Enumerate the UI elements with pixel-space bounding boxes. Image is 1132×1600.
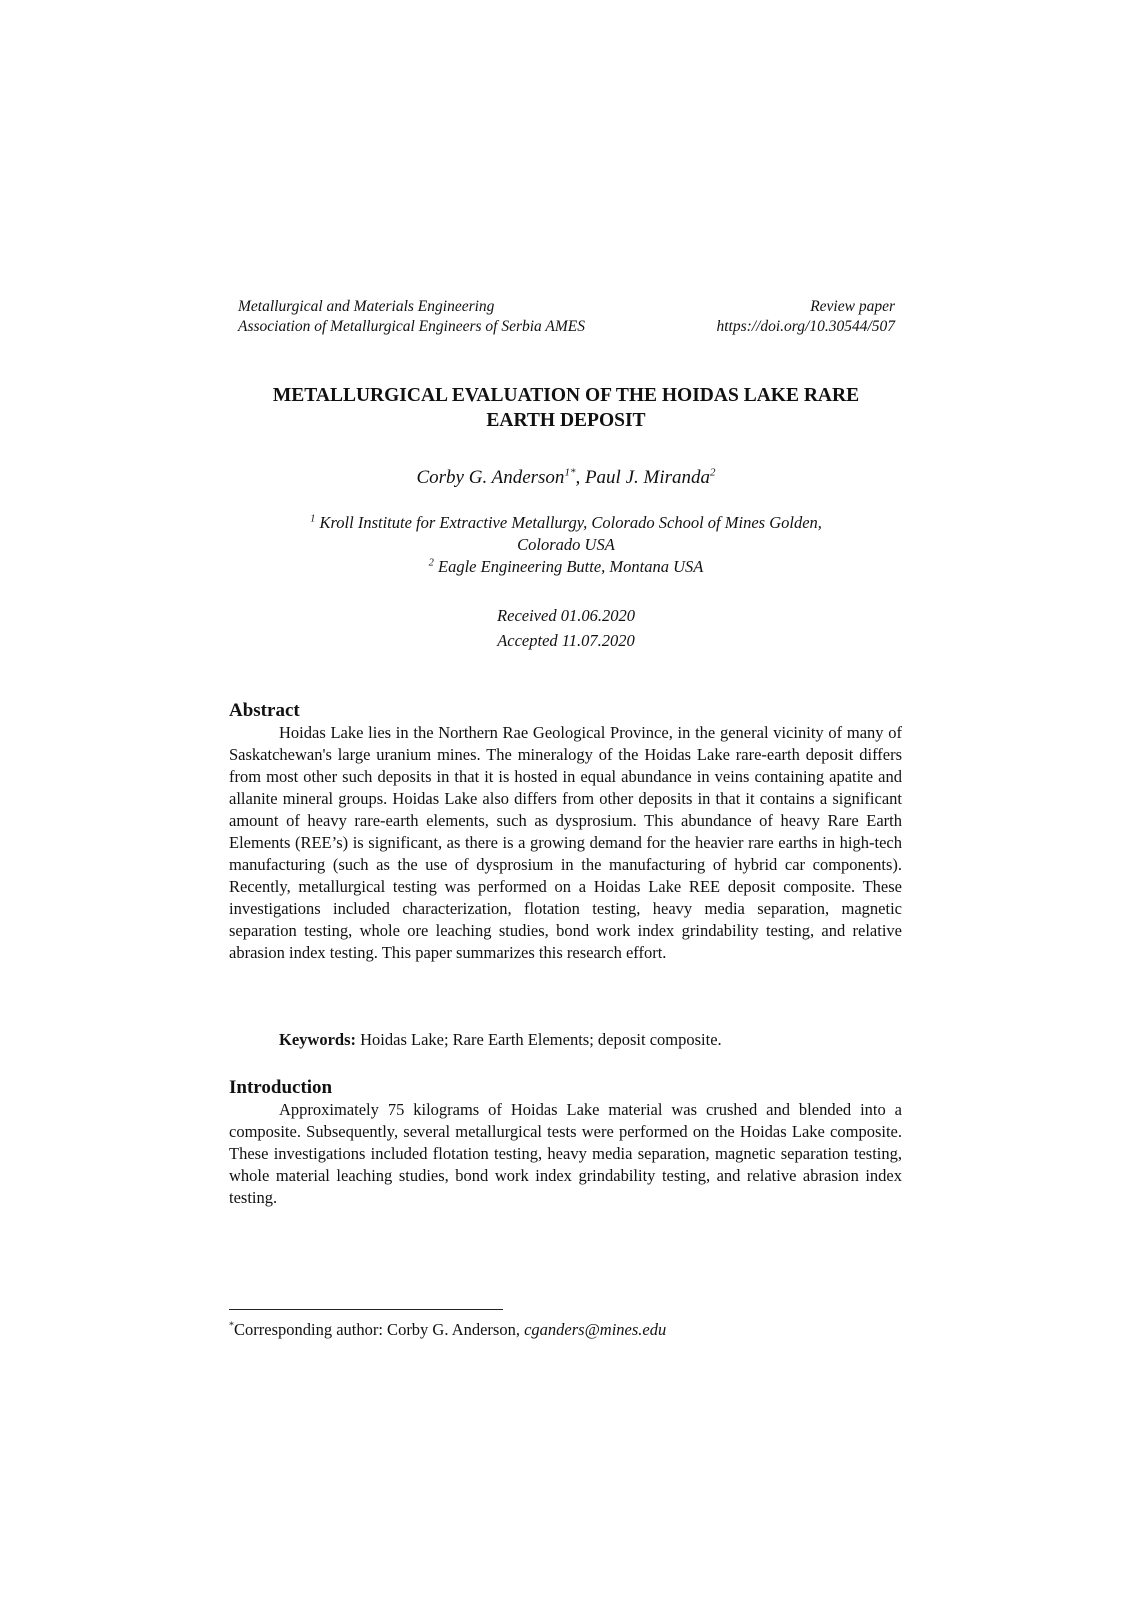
author-2-name: Paul J. Miranda	[584, 467, 711, 488]
footnote-divider	[229, 1309, 503, 1310]
affiliation-1-line-1: $^1$ Kroll Institute for Extractive Metallurgy, Colorado School of Mines Golden,	[310, 513, 822, 532]
received-date: Received 01.06.2020	[497, 606, 635, 625]
title-line-1: METALLURGICAL EVALUATION OF THE HOIDAS LAKE RARE	[272, 385, 860, 406]
introduction-text: Approximately 75 kilograms of Hoidas Lake material was crushed and blended into a composite. Subsequently, several metallurgical tests were performed on the Hoidas Lake composite. These investigations included flotation testing, heavy media separation, magnetic separation testing, whole material leaching studies, bond work index grindability testing, and relative abrasion index testing.	[229, 1100, 902, 1207]
affiliations	[200, 512, 932, 578]
abstract-text: Hoidas Lake lies in the Northern Rae Geological Province, in the general vicinity of many of Saskatchewan's large uranium mines. The mineralogy of the Hoidas Lake rare-earth deposit differs from most other such deposits in that it is hosted in equal abundance in veins containing apatite and allanite mineral groups. Hoidas Lake also differs from other deposits in that it contains a significant amount of heavy rare-earth elements, such as dysprosium. This abundance of heavy Rare Earth Elements (REE’s) is significant, as there is a growing demand for the heavier rare earths in high-tech manufacturing (such as the use of dysprosium in the manufacturing of hybrid car components). Recently, metallurgical testing was performed on a Hoidas Lake REE deposit composite. These investigations included characterization, flotation testing, heavy media separation, magnetic separation testing, whole ore leaching studies, bond work index grindability testing, and relative abrasion index testing. This paper summarizes this research effort.	[229, 723, 902, 962]
association-name: Association of Metallurgical Engineers of Serbia AMES	[238, 318, 585, 335]
author-1-superscript: 1*	[564, 466, 576, 479]
footnote-marker: *	[229, 1320, 234, 1332]
title-line-2: EARTH DEPOSIT	[486, 410, 646, 431]
author-list	[200, 466, 932, 490]
author-2-superscript: 2	[710, 466, 716, 479]
affiliation-2-number: 2	[428, 557, 434, 569]
paper-title	[200, 383, 932, 433]
running-header-right	[716, 297, 895, 337]
keywords-line	[279, 1029, 722, 1051]
keywords-label: Keywords:	[279, 1030, 356, 1049]
affiliation-2: $^2$ Eagle Engineering Butte, Montana USA	[428, 557, 704, 576]
corresponding-email-link[interactable]: cganders@mines.edu	[524, 1320, 667, 1339]
affiliation-1-line-2: Colorado USA	[517, 535, 615, 554]
journal-name: Metallurgical and Materials Engineering	[238, 298, 495, 315]
introduction-heading: Introduction	[229, 1077, 333, 1098]
running-header-left	[238, 297, 585, 337]
author-separator: ,	[575, 467, 585, 488]
accepted-date: Accepted 11.07.2020	[497, 631, 635, 650]
keywords-text: Hoidas Lake; Rare Earth Elements; deposit composite.	[356, 1030, 722, 1049]
submission-dates	[200, 603, 932, 653]
paper-type: Review paper	[810, 298, 895, 315]
abstract-heading: Abstract	[229, 700, 300, 721]
affiliation-1-number: 1	[310, 513, 316, 525]
author-1-name: Corby G. Anderson	[416, 467, 565, 488]
corresponding-author-footnote	[229, 1319, 666, 1341]
doi-link[interactable]: https://doi.org/10.30544/507	[716, 318, 895, 335]
footnote-text: Corresponding author: Corby G. Anderson,	[234, 1320, 525, 1339]
